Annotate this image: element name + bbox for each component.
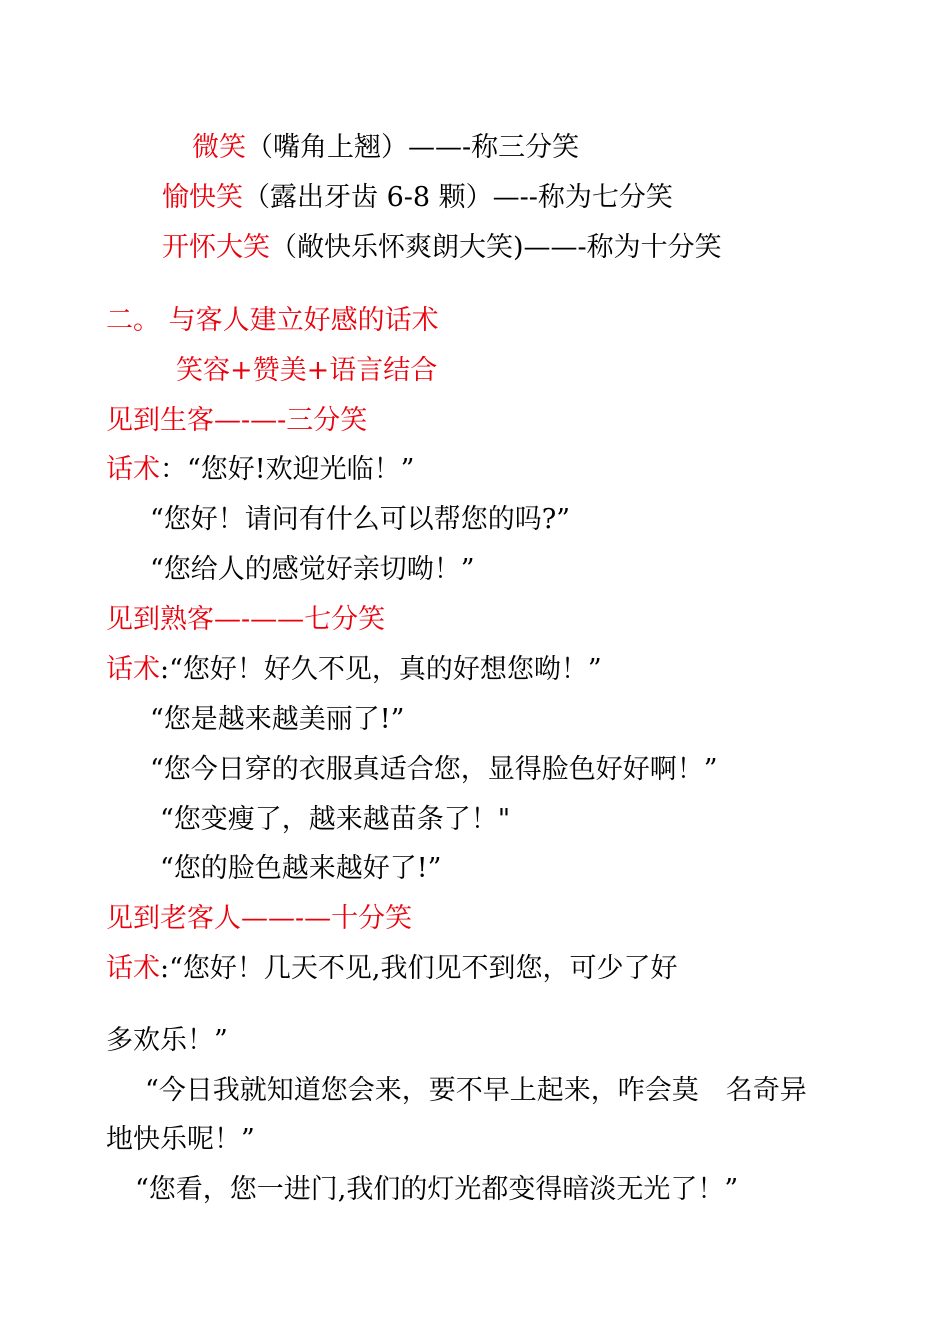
script-line: “您是越来越美丽了!” — [150, 704, 405, 735]
script-line: “您好！请问有什么可以帮您的吗?” — [150, 504, 571, 535]
script-line: 地快乐呢！” — [106, 1124, 255, 1155]
smile-line-2 — [162, 180, 673, 216]
smile-line-1 — [192, 130, 579, 166]
script-label: 话术 — [106, 454, 160, 485]
script-text: ：“您好!欢迎光临！” — [160, 454, 415, 485]
script-text: :“您好！好久不见，真的好想您呦！” — [160, 654, 602, 685]
script-line: “今日我就知道您会来，要不早上起来，咋会莫 名奇异 — [145, 1075, 807, 1106]
smile-desc: （敞快乐怀爽朗大笑)——-称为十分笑 — [270, 232, 722, 263]
script-line: “您变瘦了，越来越苗条了！" — [160, 804, 511, 835]
script-line: “您今日穿的衣服真适合您，显得脸色好好啊！” — [150, 754, 718, 785]
script-line: “您的脸色越来越好了!” — [160, 853, 442, 884]
group-title-familiar-customer: 见到熟客—-——七分笑 — [106, 604, 386, 635]
group-title-regular-customer: 见到老客人——-—十分笑 — [106, 903, 413, 934]
section-subheading: 笑容+赞美+语言结合 — [176, 355, 438, 386]
smile-desc: （嘴角上翘）——-称三分笑 — [246, 132, 580, 163]
smile-term: 愉快笑 — [162, 182, 243, 213]
script-line: 多欢乐！” — [106, 1025, 228, 1056]
smile-line-3 — [162, 230, 722, 266]
script-text: :“您好！几天不见,我们见不到您，可少了好 — [160, 953, 678, 984]
script-line — [106, 652, 602, 688]
script-line: “您给人的感觉好亲切呦！” — [150, 554, 475, 585]
smile-term: 开怀大笑 — [162, 232, 270, 263]
script-label: 话术 — [106, 654, 160, 685]
script-line — [106, 951, 677, 987]
section-heading: 二。 与客人建立好感的话术 — [106, 305, 439, 336]
script-label: 话术 — [106, 953, 160, 984]
group-title-new-customer: 见到生客—-—-三分笑 — [106, 405, 368, 436]
smile-desc: （露出牙齿 6-8 颗）—--称为七分笑 — [243, 182, 673, 213]
script-line — [106, 452, 414, 488]
smile-term: 微笑 — [192, 132, 246, 163]
script-line: “您看，您一进门,我们的灯光都变得暗淡无光了！” — [135, 1174, 739, 1205]
